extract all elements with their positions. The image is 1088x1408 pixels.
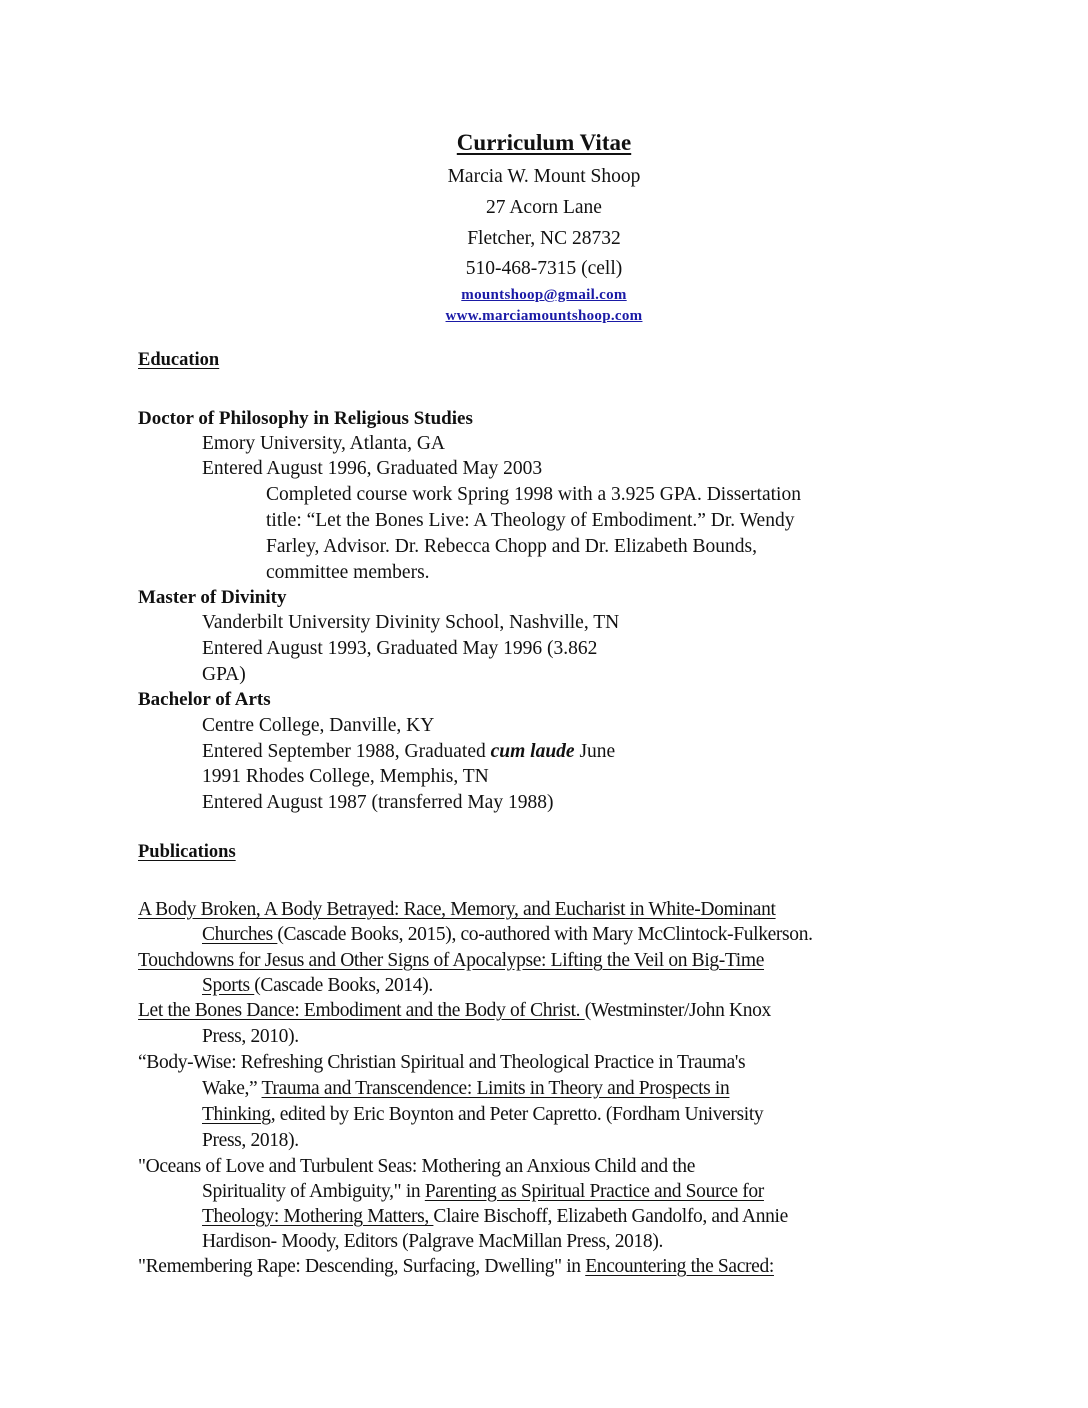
publication-item-cont: Hardison- Moody, Editors (Palgrave MacMillan Press, 2018). — [202, 1231, 663, 1252]
website-row — [0, 307, 1088, 325]
ba-dates-text-end: June — [574, 741, 616, 762]
publication-item-cont: Press, 2010). — [202, 1026, 299, 1047]
mdiv-dates: Entered August 1993, Graduated May 1996 (3.862 — [202, 638, 598, 659]
publication-book-title: Encountering the Sacred: — [585, 1256, 774, 1277]
ba-transfer-school: 1991 Rhodes College, Memphis, TN — [202, 766, 489, 787]
phd-details-line: title: “Let the Bones Live: A Theology of Embodiment.” Dr. Wendy — [266, 510, 795, 531]
publication-item — [138, 897, 776, 923]
phd-details-line: Completed course work Spring 1998 with a 3.925 GPA. Dissertation — [266, 484, 801, 505]
ba-dates — [202, 739, 615, 765]
ba-transfer-dates: Entered August 1987 (transferred May 1988) — [202, 792, 554, 813]
publication-title: A Body Broken, A Body Betrayed: Race, Memory, and Eucharist in White-Dominant — [138, 899, 776, 920]
publication-item — [138, 948, 764, 974]
email-row — [0, 286, 1088, 304]
education-heading: Education — [138, 350, 220, 370]
publication-item-cont — [202, 1076, 729, 1102]
phd-details-line: Farley, Advisor. Dr. Rebecca Chopp and Dr. Elizabeth Bounds, — [266, 536, 758, 557]
publication-item-cont — [202, 1102, 763, 1128]
mdiv-school: Vanderbilt University Divinity School, Nashville, TN — [202, 612, 620, 633]
publication-info: , edited by Eric Boynton and Peter Capretto. (Fordham University — [270, 1104, 764, 1125]
mdiv-dates-cont: GPA) — [202, 664, 246, 685]
publication-item: “Body-Wise: Refreshing Christian Spiritual and Theological Practice in Trauma's — [138, 1052, 746, 1073]
publication-item-cont — [202, 1179, 764, 1205]
publication-info: Claire Bischoff, Elizabeth Gandolfo, and Annie — [433, 1206, 788, 1227]
publication-item — [138, 1254, 774, 1280]
street-address: 27 Acorn Lane — [486, 197, 602, 218]
publication-item-cont — [202, 973, 433, 999]
publication-book-title: Thinking — [202, 1104, 271, 1125]
publication-info: "Remembering Rape: Descending, Surfacing, Dwelling" in — [138, 1256, 586, 1277]
publication-item — [138, 998, 771, 1024]
email-link[interactable]: mountshoop@gmail.com — [461, 287, 627, 303]
phd-school: Emory University, Atlanta, GA — [202, 433, 445, 454]
publication-book-title: Theology: Mothering Matters, — [202, 1206, 434, 1227]
ba-school: Centre College, Danville, KY — [202, 715, 435, 736]
phone-number: 510-468-7315 (cell) — [465, 258, 623, 279]
publication-title: Touchdowns for Jesus and Other Signs of Apocalypse: Lifting the Veil on Big-Time — [138, 950, 765, 971]
mdiv-degree: Master of Divinity — [138, 587, 287, 608]
publication-book-title: Trauma and Transcendence: Limits in Theory and Prospects in — [261, 1078, 730, 1099]
publication-title: Let the Bones Dance: Embodiment and the Body of Christ. — [138, 1000, 585, 1021]
ba-dates-text: Entered September 1988, Graduated — [202, 741, 491, 762]
publication-book-title: Parenting as Spiritual Practice and Source for — [424, 1181, 764, 1202]
publication-item-cont — [202, 922, 813, 948]
document-title: Curriculum Vitae — [456, 130, 632, 155]
phd-degree: Doctor of Philosophy in Religious Studies — [138, 408, 473, 429]
website-link[interactable]: www.marciamountshoop.com — [445, 308, 643, 324]
publications-heading: Publications — [138, 842, 236, 862]
phd-details-line: committee members. — [266, 562, 430, 583]
publication-item-cont — [202, 1204, 788, 1230]
ba-degree: Bachelor of Arts — [138, 689, 271, 710]
publication-info: (Cascade Books, 2015), co-authored with Mary McClintock-Fulkerson. — [277, 924, 813, 945]
publication-info: (Westminster/John Knox — [584, 1000, 771, 1021]
phd-dates: Entered August 1996, Graduated May 2003 — [202, 458, 543, 479]
publication-item-cont: Press, 2018). — [202, 1130, 299, 1151]
city-state-zip: Fletcher, NC 28732 — [467, 228, 621, 249]
publication-item: "Oceans of Love and Turbulent Seas: Mothering an Anxious Child and the — [138, 1156, 696, 1177]
publication-title: Churches — [202, 924, 278, 945]
publication-info: (Cascade Books, 2014). — [254, 975, 433, 996]
author-name: Marcia W. Mount Shoop — [447, 166, 641, 187]
ba-honors: cum laude — [490, 741, 575, 762]
publication-title: Sports — [202, 975, 255, 996]
publication-info: Wake,” — [202, 1078, 262, 1099]
publication-info: Spirituality of Ambiguity," in — [202, 1181, 425, 1202]
